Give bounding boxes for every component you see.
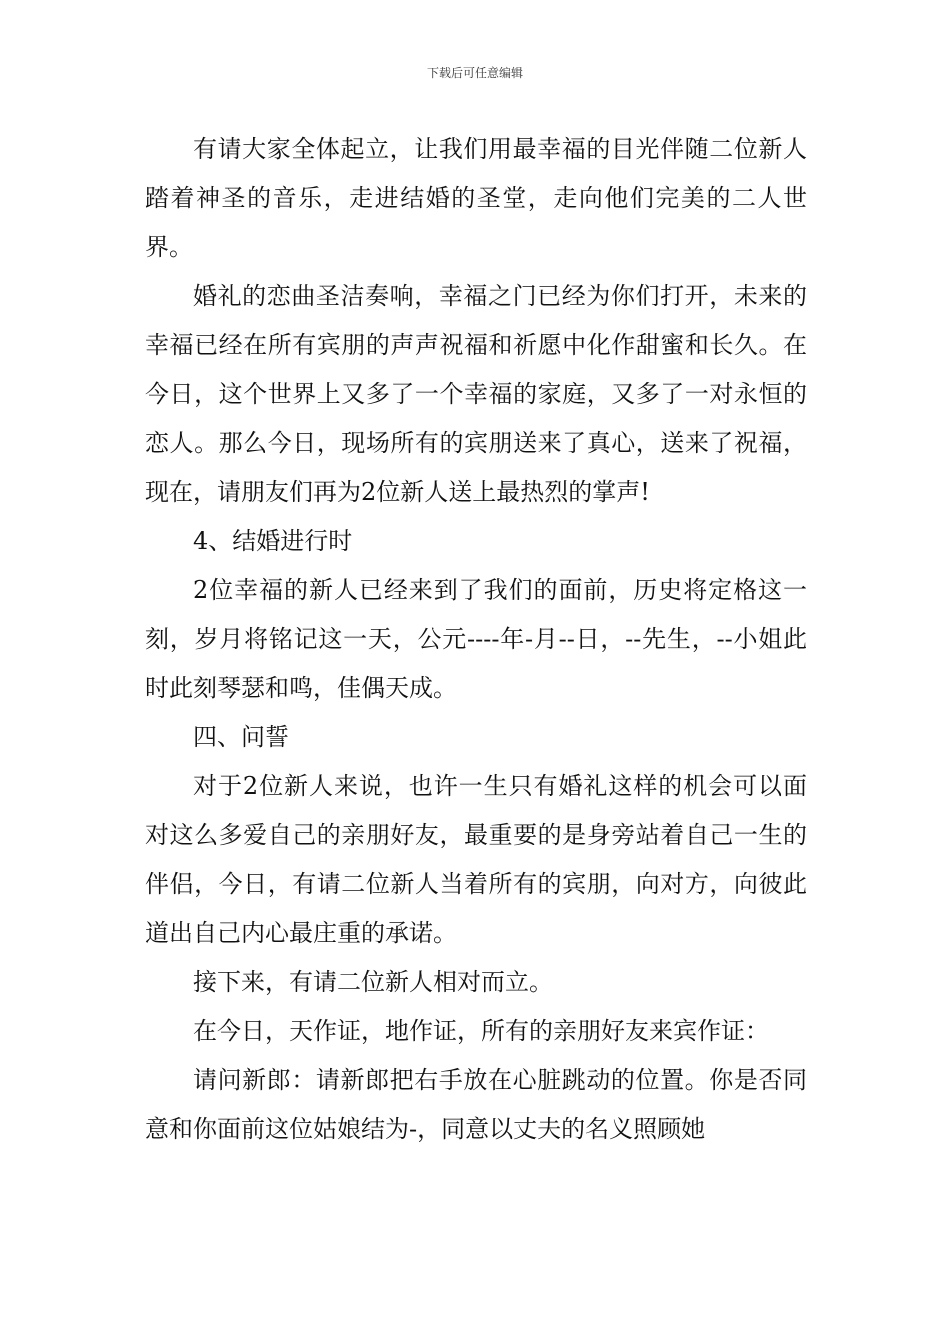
paragraph-groom-question: 请问新郎：请新郎把右手放在心脏跳动的位置。你是否同意和你面前这位姑娘结为-，同意以丈夫的名义照顾她: [145, 1066, 807, 1143]
paragraph-face-each-other: 接下来，有请二位新人相对而立。: [193, 968, 553, 996]
document-body: [145, 125, 807, 1154]
paragraph-wedding-song: 婚礼的恋曲圣洁奏响，幸福之门已经为你们打开，未来的幸福已经在所有宾朋的声声祝福和祈愿中化作甜蜜和长久。在今日，这个世界上又多了一个幸福的家庭，又多了一对永恒的恋人。那么今日，现场所有的宾朋送来了真心，送来了祝福，现在，请朋友们再为2位新人送上最热烈的掌声!: [145, 282, 807, 506]
paragraph-invite-standing: 有请大家全体起立，让我们用最幸福的目光伴随二位新人踏着神圣的音乐，走进结婚的圣堂，走向他们完美的二人世界。: [145, 135, 807, 261]
paragraph-couple-arrived: 2位幸福的新人已经来到了我们的面前，历史将定格这一刻，岁月将铭记这一天，公元----年-月--日，--先生，--小姐此时此刻琴瑟和鸣，佳偶天成。: [145, 576, 807, 702]
section-heading-wedding-in-progress: 4、结婚进行时: [193, 527, 353, 555]
paragraph-vow-intro: 对于2位新人来说，也许一生只有婚礼这样的机会可以面对这么多爱自己的亲朋好友，最重要的是身旁站着自己一生的伴侣，今日，有请二位新人当着所有的宾朋，向对方，向彼此道出自己内心最庄重的承诺。: [145, 772, 807, 947]
section-heading-vows: 四、问誓: [193, 723, 289, 751]
paragraph-witnesses: 在今日，天作证，地作证，所有的亲朋好友来宾作证：: [193, 1017, 769, 1045]
page-header: 下载后可任意编辑: [426, 66, 523, 80]
